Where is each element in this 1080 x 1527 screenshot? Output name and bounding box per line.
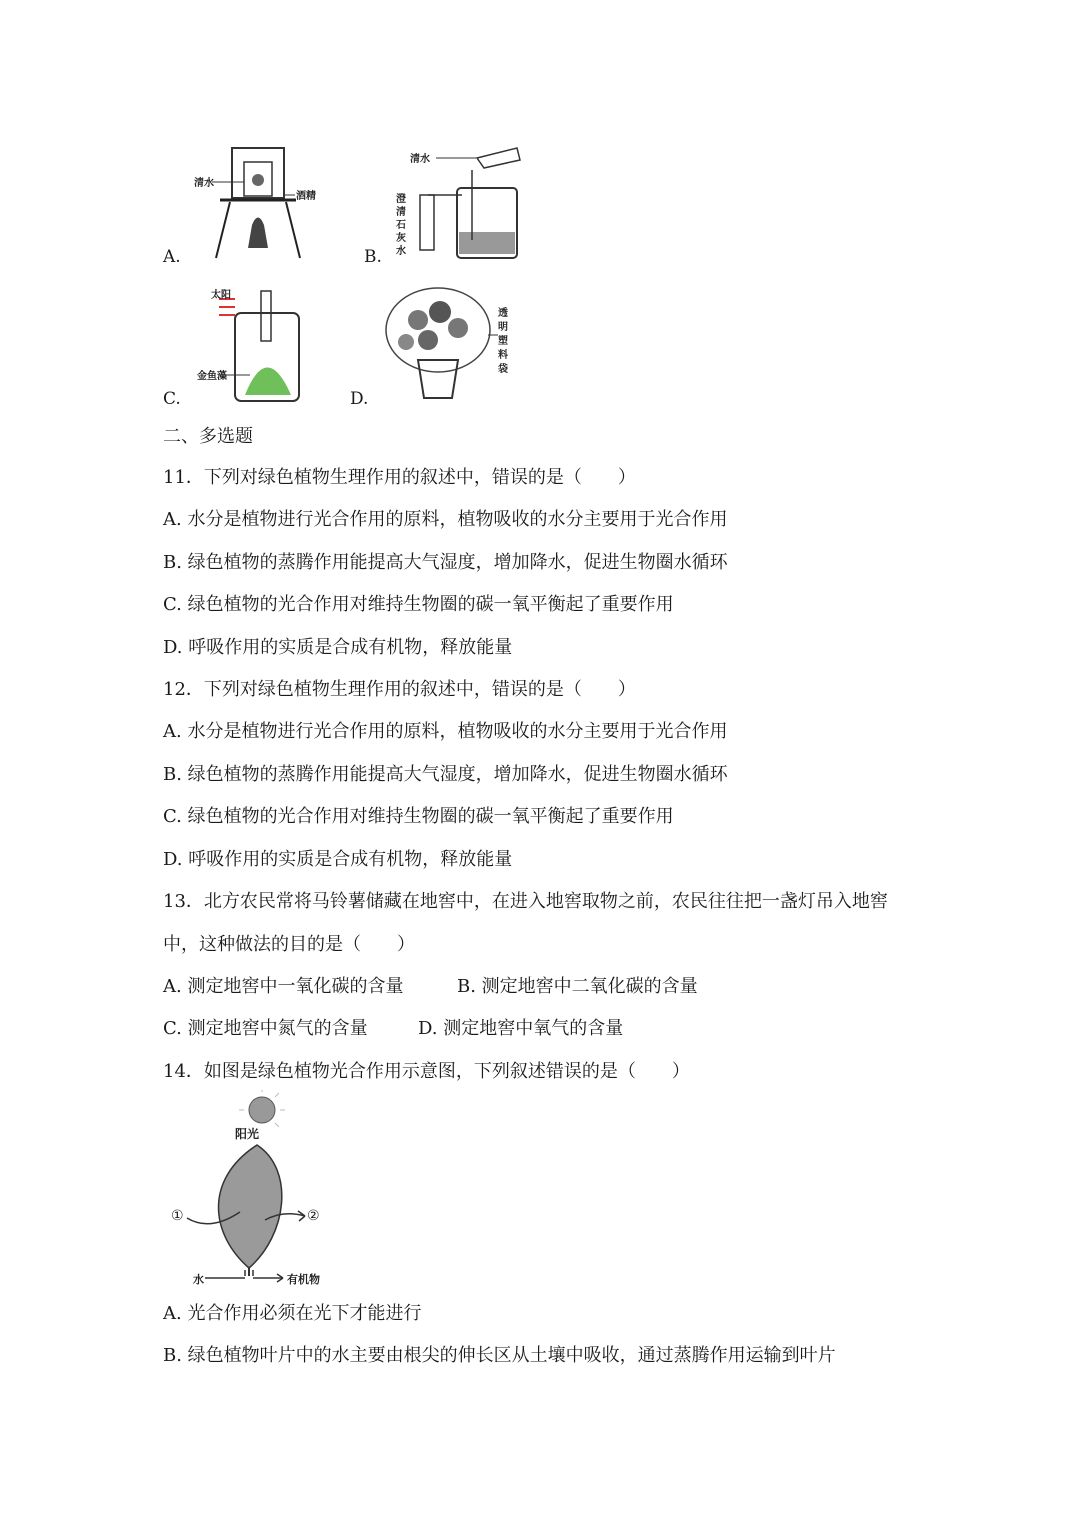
figure-c-plant-label: 金鱼藻: [197, 371, 227, 382]
q11-option-d: D. 呼吸作用的实质是合成有机物，释放能量: [163, 637, 513, 658]
option-letter-d: D.: [350, 389, 369, 409]
q14-stem: 14．如图是绿色植物光合作用示意图，下列叙述错误的是（ ）: [163, 1061, 690, 1082]
q11-option-b: B. 绿色植物的蒸腾作用能提高大气湿度，增加降水，促进生物圈水循环: [163, 552, 728, 573]
svg-text:袋: 袋: [498, 364, 508, 375]
q13-option-c: C. 测定地窖中氮气的含量: [163, 1018, 368, 1039]
svg-text:灰: 灰: [396, 233, 406, 244]
svg-text:料: 料: [498, 350, 508, 361]
figure-label-1: ①: [171, 1208, 184, 1224]
svg-text:透: 透: [498, 308, 508, 319]
option-letter-c: C.: [163, 389, 181, 409]
figure-water-label: 水: [193, 1273, 204, 1286]
option-letter-a: A.: [163, 247, 181, 267]
q13-stem-line2: 中，这种做法的目的是（ ）: [163, 934, 415, 955]
figure-b-limewater-label: [396, 192, 406, 257]
svg-text:石: 石: [396, 220, 406, 231]
svg-text:清: 清: [396, 207, 406, 218]
q11-stem: 11．下列对绿色植物生理作用的叙述中，错误的是（ ）: [163, 467, 636, 488]
q11-option-c: C. 绿色植物的光合作用对维持生物圈的碳一氧平衡起了重要作用: [163, 594, 674, 615]
section-title: 二、多选题: [163, 426, 253, 447]
svg-text:明: 明: [498, 322, 508, 333]
figure-photosynthesis-leaf: [165, 1090, 345, 1290]
option-letter-b: B.: [364, 247, 382, 267]
figure-c-aquatic-plant: [195, 285, 325, 410]
leaf-shape: [219, 1145, 282, 1268]
svg-text:水: 水: [396, 246, 406, 257]
figure-sun-label: 阳光: [235, 1127, 260, 1141]
q14-option-b: B. 绿色植物叶片中的水主要由根尖的伸长区从土壤中吸收，通过蒸腾作用运输到叶片: [163, 1345, 836, 1366]
svg-text:塑: 塑: [498, 336, 508, 347]
q12-option-b: B. 绿色植物的蒸腾作用能提高大气湿度，增加降水，促进生物圈水循环: [163, 764, 728, 785]
q13-option-a: A. 测定地窖中一氧化碳的含量: [163, 976, 404, 997]
q14-option-a: A. 光合作用必须在光下才能进行: [163, 1303, 422, 1324]
figure-a-water-label: 清水: [194, 178, 214, 189]
sun-icon: [239, 1090, 285, 1127]
figure-label-2: ②: [307, 1208, 320, 1224]
q12-stem: 12．下列对绿色植物生理作用的叙述中，错误的是（ ）: [163, 679, 636, 700]
q13-option-d: D. 测定地窖中氧气的含量: [418, 1018, 624, 1039]
q11-option-a: A. 水分是植物进行光合作用的原料，植物吸收的水分主要用于光合作用: [163, 509, 728, 530]
q13-option-b: B. 测定地窖中二氧化碳的含量: [457, 976, 698, 997]
q12-option-a: A. 水分是植物进行光合作用的原料，植物吸收的水分主要用于光合作用: [163, 721, 728, 742]
figure-b-water-label: 清水: [410, 154, 430, 165]
q13-stem-line1: 13．北方农民常将马铃薯储藏在地窖中，在进入地窖取物之前，农民往往把一盏灯吊入地窖: [163, 891, 888, 912]
q12-option-d: D. 呼吸作用的实质是合成有机物，释放能量: [163, 849, 513, 870]
q12-option-c: C. 绿色植物的光合作用对维持生物圈的碳一氧平衡起了重要作用: [163, 806, 674, 827]
figure-d-potted-plant-bag: [378, 280, 513, 405]
figure-c-sun-label: 太阳: [211, 290, 231, 301]
figure-a-water-bath: [190, 140, 330, 265]
figure-d-bag-label: [498, 306, 508, 375]
figure-a-alcohol-label: 酒精: [296, 191, 316, 202]
svg-text:澄: 澄: [396, 194, 406, 205]
figure-organic-label: 有机物: [287, 1273, 320, 1286]
figure-b-limewater-setup: [392, 140, 532, 265]
